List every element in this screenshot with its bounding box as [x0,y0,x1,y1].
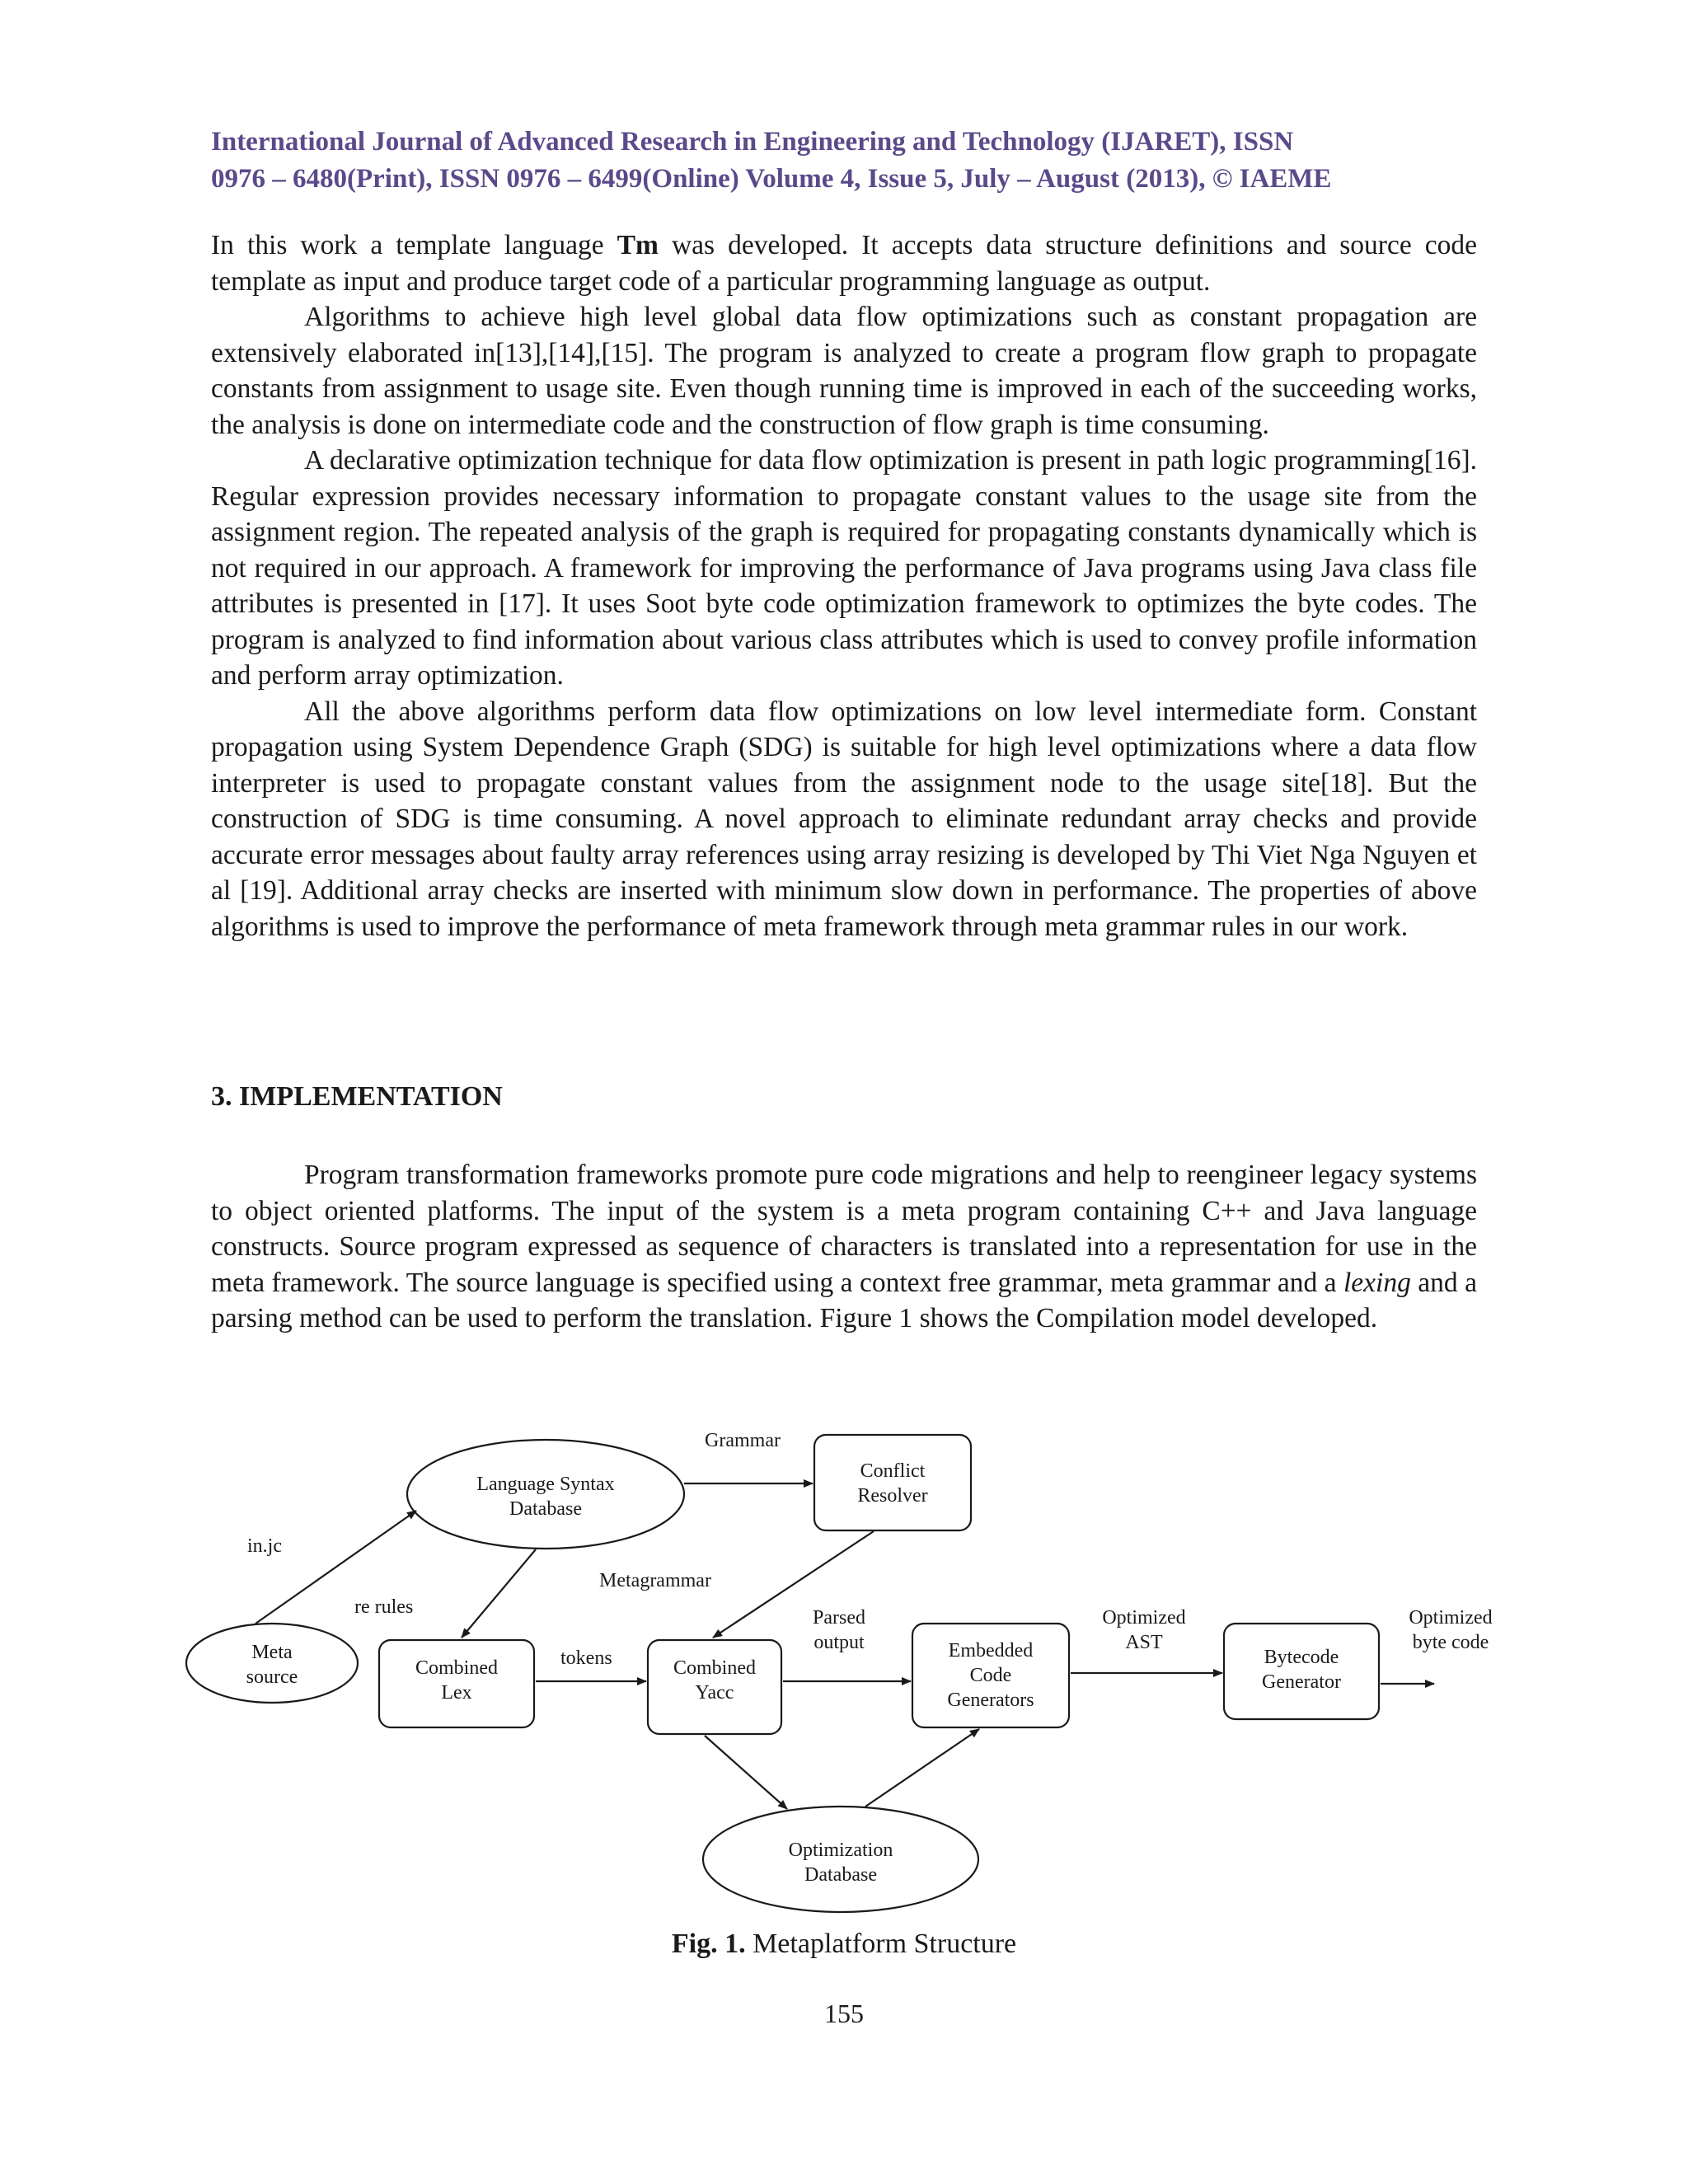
body-text-lower [211,1157,1477,1337]
optimized-ast-label-1: Optimized [1102,1607,1186,1629]
meta-source-label-1: Meta [251,1642,293,1663]
meta-source-label-2: source [246,1666,298,1688]
combined-yacc-label-2: Yacc [695,1682,734,1704]
optimized-bytecode-label-2: byte code [1412,1632,1489,1653]
embedded-label-1: Embedded [948,1640,1034,1661]
conflict-resolver-label-2: Resolver [857,1485,928,1507]
parsed-output-label-1: Parsed [813,1607,865,1629]
journal-header-line-2: 0976 – 6480(Print), ISSN 0976 – 6499(Online) Volume 4, Issue 5, July – August (2013), © IAEME [211,164,1332,194]
combined-lex-label-1: Combined [415,1657,498,1679]
yacc-to-optdb-arrow [705,1736,787,1809]
metaplatform-diagram [173,1413,1525,1924]
section-heading: 3. IMPLEMENTATION [211,1081,503,1112]
paragraph-5: Program transformation frameworks promote pure code migrations and help to reengineer legacy systems to object oriented platforms. The input of the system is a meta program containing C++ and Java language constructs. Source program expressed as sequence of characters is translated into a representation for use in the meta framework. The source language is specified using a context free grammar, meta grammar and a lexing and a parsing method can be used to perform the translation. Figure 1 shows the Compilation model developed. [211,1160,1477,1333]
optimization-database-label-1: Optimization [788,1840,893,1861]
language-syntax-label-1: Language Syntax [476,1474,615,1495]
lexing-term: lexing [1343,1267,1411,1298]
embedded-label-2: Code [969,1665,1012,1686]
figure-caption: Fig. 1. Metaplatform Structure [671,1929,1017,1959]
parsed-output-label-2: output [814,1632,865,1653]
re-rules-edge-label: re rules [354,1596,414,1618]
grammar-edge-label: Grammar [705,1430,781,1451]
journal-header [211,124,1477,198]
bytecode-generator-label-2: Generator [1262,1671,1341,1693]
embedded-label-3: Generators [947,1690,1034,1711]
journal-header-line-1: International Journal of Advanced Research in Engineering and Technology (IJARET), ISSN [211,127,1294,157]
figure-number: Fig. 1. [671,1929,746,1959]
paragraph-4: All the above algorithms perform data flow optimizations on low level intermediate form. Constant propagation using System Dependence Graph (SDG) is suitable for high level optimizations where a data flow interpreter is used to propagate constant values from the assignment node to the usage site[18]. But the construction of SDG is time consuming. A novel approach to eliminate redundant array checks and provide accurate error messages about faulty array references using array resizing is developed by Thi Viet Nga Nguyen et al [19]. Additional array checks are inserted with minimum slow down in performance. The properties of above algorithms is used to improve the performance of meta framework through meta grammar rules in our work. [211,696,1477,942]
re-rules-arrow [462,1549,536,1638]
combined-lex-label-2: Lex [441,1682,472,1704]
injc-edge-label: in.jc [247,1535,282,1557]
combined-yacc-label-1: Combined [673,1657,756,1679]
language-syntax-label-2: Database [509,1498,582,1520]
paragraph-1: In this work a template language Tm was developed. It accepts data structure definitions and source code template as input and produce target code of a particular programming language as output. [211,230,1477,297]
conflict-resolver-node [814,1435,971,1530]
optimization-database-label-2: Database [804,1864,877,1886]
metagrammar-edge-label: Metagrammar [599,1570,711,1591]
bytecode-generator-label-1: Bytecode [1264,1647,1339,1668]
tokens-edge-label: tokens [560,1647,612,1669]
page-number: 155 [824,1999,864,2028]
optdb-to-generators-arrow [865,1729,979,1807]
optimized-bytecode-label-1: Optimized [1409,1607,1493,1629]
meta-source-node [186,1624,358,1703]
paragraph-3: A declarative optimization technique for data flow optimization is present in path logic programming[16]. Regular expression provides necessary information to propagate constant values to the usage site from the assignment region. The repeated analysis of the graph is required for propagating constants dynamically which is not required in our approach. A framework for improving the performance of Java programs using Java class file attributes is presented in [17]. It uses Soot byte code optimization framework to optimizes the byte codes. The program is analyzed to find information about various class attributes which is used to convey profile information and perform array optimization. [211,445,1477,691]
optimized-ast-label-2: AST [1125,1632,1163,1653]
paragraph-2: Algorithms to achieve high level global data flow optimizations such as constant propagation are extensively elaborated in[13],[14],[15]. The program is analyzed to create a program flow graph to propagate constants from assignment to usage site. Even though running time is improved in each of the succeeding works, the analysis is done on intermediate code and the construction of flow graph is time consuming. [211,302,1477,440]
conflict-resolver-label-1: Conflict [860,1460,926,1482]
tm-language-name: Tm [617,230,659,260]
body-text-upper [211,227,1477,944]
